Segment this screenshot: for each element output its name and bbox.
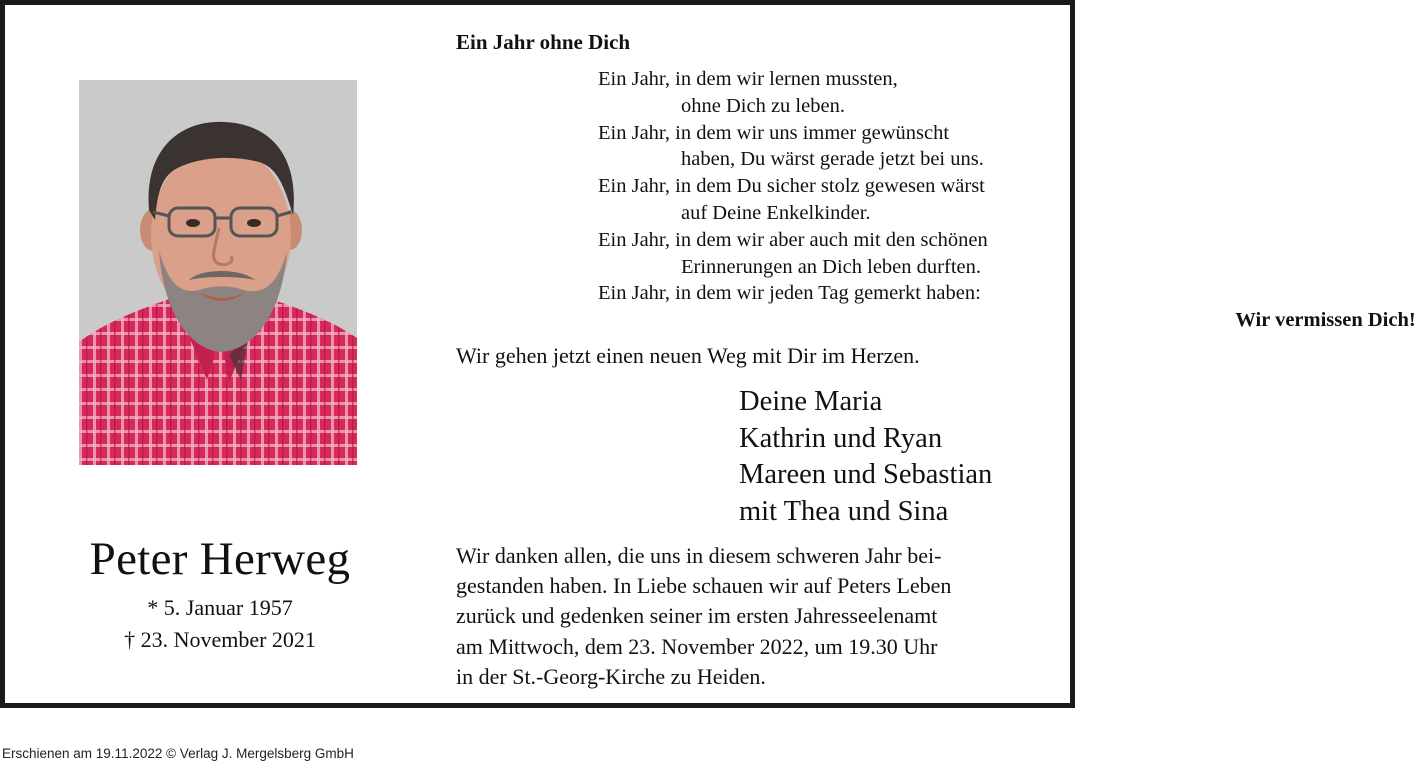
publication-footer: Erschienen am 19.11.2022 © Verlag J. Mergelsberg GmbH xyxy=(2,746,354,761)
thanks-line: Wir danken allen, die uns in diesem schweren Jahr bei- xyxy=(456,543,942,568)
signer-line: Kathrin und Ryan xyxy=(739,422,943,454)
signers-block xyxy=(739,384,992,530)
thanks-line: gestanden haben. In Liebe schauen wir auf Peters Leben xyxy=(456,573,952,599)
poem-line: Erinnerungen an Dich leben durften. xyxy=(681,255,981,278)
birth-date: * 5. Januar 1957 xyxy=(147,595,293,620)
poem-line: ohne Dich zu leben. xyxy=(681,94,845,117)
deceased-name: Peter Herweg xyxy=(89,533,351,585)
thanks-paragraph xyxy=(456,541,1056,692)
signer-line: Mareen und Sebastian xyxy=(739,459,993,491)
poem-line: Ein Jahr, in dem Du sicher stolz gewesen wärst xyxy=(598,175,985,198)
poem-line: Ein Jahr, in dem wir jeden Tag gemerkt haben: xyxy=(598,282,981,305)
poem-line: haben, Du wärst gerade jetzt bei uns. xyxy=(681,148,984,171)
heart-statement: Wir gehen jetzt einen neuen Weg mit Dir im Herzen. xyxy=(456,343,920,368)
poem-line: Ein Jahr, in dem wir uns immer gewünscht xyxy=(598,121,950,144)
thanks-line: am Mittwoch, dem 23. November 2022, um 19.30 Uhr xyxy=(456,633,938,659)
poem-line: Ein Jahr, in dem wir aber auch mit den schönen xyxy=(598,228,988,251)
poem-heading: Ein Jahr ohne Dich xyxy=(456,30,631,54)
death-date: † 23. November 2021 xyxy=(124,627,316,652)
poem-line: auf Deine Enkelkinder. xyxy=(681,201,871,224)
poem xyxy=(598,66,1416,332)
poem-closing: Wir vermissen Dich! xyxy=(1235,309,1416,332)
portrait-photo xyxy=(79,80,357,465)
signer-line: Deine Maria xyxy=(739,386,883,417)
signer-line: mit Thea und Sina xyxy=(739,495,949,527)
thanks-line: in der St.-Georg-Kirche zu Heiden. xyxy=(456,663,766,689)
thanks-line: zurück und gedenken seiner im ersten Jahresseelenamt xyxy=(456,603,938,629)
poem-line: Ein Jahr, in dem wir lernen mussten, xyxy=(598,68,898,90)
